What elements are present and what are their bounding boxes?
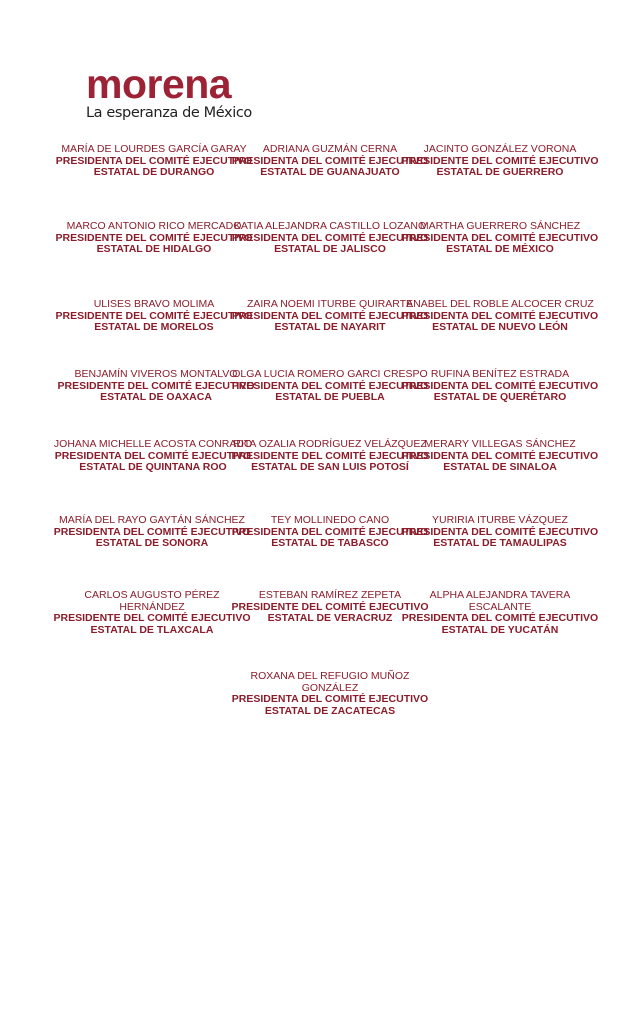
entry-name: MARCO ANTONIO RICO MERCADO [66, 220, 242, 232]
entry-role: PRESIDENTE DEL COMITÉ EJECUTIVO ESTATAL DE VERACRUZ [231, 600, 429, 625]
entry-name: CARLOS AUGUSTO PÉREZ HERNÁNDEZ [84, 589, 220, 613]
entry-role: PRESIDENTA DEL COMITÉ EJECUTIVO ESTATAL DE NAYARIT [231, 309, 429, 334]
entry-nuevo-leon [400, 299, 600, 334]
entry-role: PRESIDENTE DEL COMITÉ EJECUTIVO ESTATAL DE GUERRERO [401, 154, 599, 179]
entry-role: PRESIDENTA DEL COMITÉ EJECUTIVO ESTATAL DE PUEBLA [231, 379, 429, 404]
entry-role: PRESIDENTA DEL COMITÉ EJECUTIVO ESTATAL DE JALISCO [231, 231, 429, 256]
entry-yucatan [400, 590, 600, 637]
entry-role: PRESIDENTA DEL COMITÉ EJECUTIVO ESTATAL DE MÉXICO [401, 231, 599, 256]
entry-role: PRESIDENTA DEL COMITÉ EJECUTIVO ESTATAL DE QUERÉTARO [401, 379, 599, 404]
entry-oaxaca [56, 369, 256, 404]
entry-morelos [54, 299, 254, 334]
entry-role: PRESIDENTA DEL COMITÉ EJECUTIVO ESTATAL DE TAMAULIPAS [401, 525, 599, 550]
entry-name: JACINTO GONZÁLEZ VORONA [423, 143, 577, 155]
entry-zacatecas [230, 671, 430, 718]
entry-name: ZAIRA NOEMI ITURBE QUIRARTE [246, 298, 414, 310]
entry-role: PRESIDENTA DEL COMITÉ EJECUTIVO ESTATAL DE ZACATECAS [231, 693, 429, 718]
entry-role: PRESIDENTA DEL COMITÉ EJECUTIVO ESTATAL DE YUCATÁN [401, 612, 599, 637]
logo-wordmark: morena [86, 61, 232, 107]
entry-role: PRESIDENTA DEL COMITÉ EJECUTIVO ESTATAL DE NUEVO LEÓN [401, 309, 599, 334]
entry-role: PRESIDENTE DEL COMITÉ EJECUTIVO ESTATAL DE MORELOS [55, 309, 253, 334]
entry-name: OLGA LUCIA ROMERO GARCI CRESPO [232, 368, 428, 380]
entry-name: KATIA ALEJANDRA CASTILLO LOZANO [233, 220, 427, 232]
entry-role: PRESIDENTA DEL COMITÉ EJECUTIVO ESTATAL DE SINALOA [401, 449, 599, 474]
entry-name: MARÍA DE LOURDES GARCÍA GARAY [61, 143, 247, 155]
entry-role: PRESIDENTA DEL COMITÉ EJECUTIVO ESTATAL DE TABASCO [231, 525, 429, 550]
entry-sinaloa [400, 439, 600, 474]
entry-name: ANABEL DEL ROBLE ALCOCER CRUZ [406, 298, 594, 310]
entry-quintana-roo [53, 439, 253, 474]
morena-logo [86, 61, 256, 122]
entry-tlaxcala [52, 590, 252, 637]
entry-name: RUFINA BENÍTEZ ESTRADA [430, 368, 570, 380]
entry-name: BENJAMÍN VIVEROS MONTALVO [74, 368, 238, 380]
entry-tamaulipas [400, 515, 600, 550]
entry-role: PRESIDENTA DEL COMITÉ EJECUTIVO ESTATAL DE SONORA [53, 525, 251, 550]
entry-name: MERARY VILLEGAS SÁNCHEZ [424, 438, 576, 450]
entry-role: PRESIDENTA DEL COMITÉ EJECUTIVO ESTATAL DE DURANGO [55, 154, 253, 179]
entry-name: ULISES BRAVO MOLIMA [93, 298, 215, 310]
entry-role: PRESIDENTE DEL COMITÉ EJECUTIVO ESTATAL DE SAN LUIS POTOSÍ [231, 449, 429, 474]
entry-role: PRESIDENTE DEL COMITÉ EJECUTIVO ESTATAL DE TLAXCALA [53, 612, 251, 637]
entry-name: MARÍA DEL RAYO GAYTÁN SÁNCHEZ [59, 514, 245, 526]
entry-name: ALPHA ALEJANDRA TAVERA ESCALANTE [429, 589, 571, 613]
entry-name: JOHANA MICHELLE ACOSTA CONRADO [53, 438, 253, 450]
entry-name: ADRIANA GUZMÁN CERNA [262, 143, 398, 155]
logo-tagline: La esperanza de México [86, 105, 252, 121]
entry-hidalgo [54, 221, 254, 256]
entry-role: PRESIDENTA DEL COMITÉ EJECUTIVO ESTATAL DE QUINTANA ROO [54, 449, 252, 474]
entry-sonora [52, 515, 252, 550]
entry-name: YURIRIA ITURBE VÁZQUEZ [432, 514, 568, 526]
entry-mexico [400, 221, 600, 256]
entry-queretaro [400, 369, 600, 404]
entry-name: MARTHA GUERRERO SÁNCHEZ [419, 220, 581, 232]
entry-name: RITA OZALIA RODRÍGUEZ VELÁZQUEZ [233, 438, 427, 450]
entry-name: TEY MOLLINEDO CANO [270, 514, 390, 526]
entry-name: ROXANA DEL REFUGIO MUÑOZ GONZÁLEZ [250, 670, 410, 694]
entry-guerrero [400, 144, 600, 179]
entry-role: PRESIDENTA DEL COMITÉ EJECUTIVO ESTATAL DE GUANAJUATO [231, 154, 429, 179]
entry-durango [54, 144, 254, 179]
entry-name: ESTEBAN RAMÍREZ ZEPETA [258, 589, 402, 601]
entry-role: PRESIDENTE DEL COMITÉ EJECUTIVO ESTATAL DE OAXACA [57, 379, 255, 404]
entry-role: PRESIDENTE DEL COMITÉ EJECUTIVO ESTATAL DE HIDALGO [55, 231, 253, 256]
